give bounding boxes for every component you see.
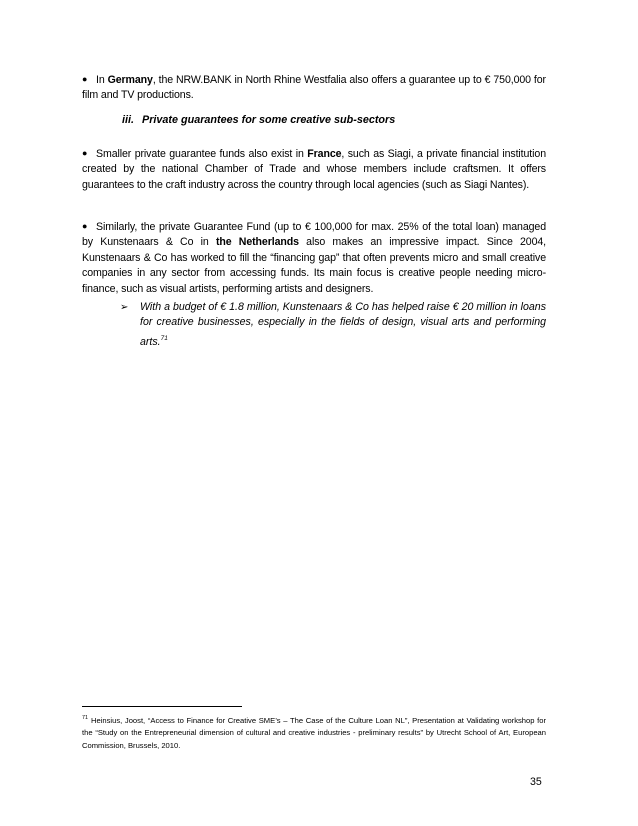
- france-text-pre: Smaller private guarantee funds also exist in: [96, 148, 308, 160]
- section-heading-number: iii.: [122, 114, 134, 126]
- highlight-bullet: [120, 300, 546, 350]
- highlight-text-body: With a budget of € 1.8 million, Kunstenaars & Co has helped raise € 20 million in loans for creative businesses, especially in the fields of design, visual arts and performing arts.: [140, 301, 546, 348]
- bullet-icon: ●: [82, 74, 88, 84]
- page-number: 35: [530, 776, 542, 788]
- bullet-icon: ●: [82, 148, 88, 158]
- paragraph-netherlands: [82, 219, 546, 297]
- highlight-text: [140, 300, 546, 350]
- germany-text-pre: In: [96, 74, 108, 86]
- france-text-post: , such as Siagi, a private financial institution created by the national Chamber of Trade and whose members include craftsmen. It offers guarantees to the craft industry across the country through local agencies (such as Siagi Nantes).: [82, 148, 546, 191]
- netherlands-text-pre: Similarly, the private Guarantee Fund (up to € 100,000 for max. 25% of the total loan) managed by Kunstenaars & Co in: [82, 221, 546, 249]
- france-country: France: [307, 148, 342, 160]
- paragraph-france: [82, 146, 546, 193]
- netherlands-text-post: also makes an impressive impact. Since 2004, Kunstenaars & Co has worked to fill the “financing gap” that often prevents micro and small creative companies in any sector from accessing funds. Its main focus is creative people needing micro-finance, such as visual artists, performing artists and designers.: [82, 236, 546, 295]
- footnote: [82, 712, 546, 752]
- germany-text-post: , the NRW.BANK in North Rhine Westfalia also offers a guarantee up to € 750,000 for film and TV productions.: [82, 74, 546, 102]
- netherlands-country: the Netherlands: [215, 236, 299, 249]
- germany-country: Germany: [107, 74, 153, 86]
- arrow-bullet-icon: ➢: [120, 302, 129, 313]
- footnote-text: Heinsius, Joost, “Access to Finance for Creative SME’s – The Case of the Culture Loan NL”, Presentation at Validating workshop for the “Study on the Entrepreneurial dimension of cultural and creative industries - preliminary results” by Utrecht School of Art, European Commission, Brussels, 2010.: [82, 716, 546, 750]
- section-heading-text: Private guarantees for some creative sub-sectors: [142, 114, 396, 126]
- paragraph-germany: [82, 72, 546, 104]
- footnote-number: 71: [82, 715, 88, 721]
- footnote-reference[interactable]: 71: [160, 334, 168, 342]
- bullet-icon: ●: [82, 221, 88, 231]
- footnote-divider: [82, 706, 242, 707]
- section-heading: [122, 114, 395, 126]
